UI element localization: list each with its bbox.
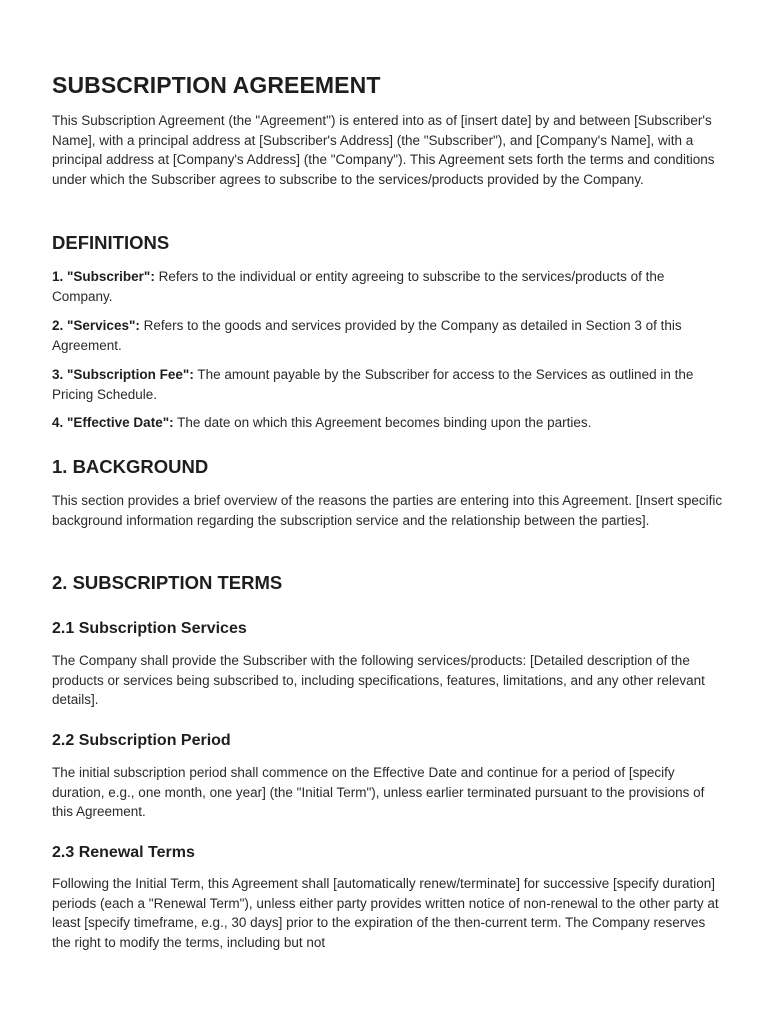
definition-text: Refers to the goods and services provided by the Company as detailed in Section 3 of this Agreement. xyxy=(52,318,682,353)
definition-term: 1. "Subscriber": xyxy=(52,269,155,284)
definition-term: 2. "Services": xyxy=(52,318,140,333)
subscription-period-heading: 2.2 Subscription Period xyxy=(52,732,231,749)
subscription-period-paragraph: The initial subscription period shall commence on the Effective Date and continue for a period of [specify duration, e.g., one month, one year] (the "Initial Term"), unless earlier terminated pursuant to the provisions of this Agreement. xyxy=(52,765,705,820)
definition-text: The date on which this Agreement becomes binding upon the parties. xyxy=(173,415,592,430)
background-heading: 1. BACKGROUND xyxy=(52,456,209,477)
subscription-services-heading: 2.1 Subscription Services xyxy=(52,620,247,637)
renewal-terms-paragraph: Following the Initial Term, this Agreement shall [automatically renew/terminate] for successive [specify duration] periods (each a "Renewal Term"), unless either party provides written notice of non-renewal to the other party at least [specify timeframe, e.g., 30 days] prior to the expiration of the then-current term. The Company reserves the right to modify the terms, including but not xyxy=(52,876,719,951)
subscription-services-paragraph: The Company shall provide the Subscriber with the following services/products: [Detailed description of the products or services being subscribed to, including specifications, features, limitations, and any other relevant details]. xyxy=(52,653,705,708)
renewal-terms-heading: 2.3 Renewal Terms xyxy=(52,844,195,861)
definitions-heading: DEFINITIONS xyxy=(52,232,170,253)
definition-item xyxy=(52,413,724,433)
intro-paragraph: This Subscription Agreement (the "Agreement") is entered into as of [insert date] by and between [Subscriber's Name], with a principal address at [Subscriber's Address] (the "Subscriber"), and [Company's Name], with a principal address at [Company's Address] (the "Company"). This Agreement sets forth the terms and conditions under which the Subscriber agrees to subscribe to the services/products provided by the Company. xyxy=(52,113,715,188)
background-paragraph: This section provides a brief overview of the reasons the parties are entering into this Agreement. [Insert specific background information regarding the subscription service and the relationship between the parties]. xyxy=(52,493,723,528)
definition-item xyxy=(52,365,724,404)
document-title: SUBSCRIPTION AGREEMENT xyxy=(52,72,381,98)
definition-term: 4. "Effective Date": xyxy=(52,415,174,430)
definition-text: Refers to the individual or entity agreeing to subscribe to the services/products of the Company. xyxy=(52,269,665,304)
definition-item xyxy=(52,316,724,355)
subscription-terms-heading: 2. SUBSCRIPTION TERMS xyxy=(52,572,283,593)
definition-text: The amount payable by the Subscriber for access to the Services as outlined in the Pricing Schedule. xyxy=(52,367,694,402)
definition-item xyxy=(52,267,724,306)
definition-term: 3. "Subscription Fee": xyxy=(52,367,194,382)
